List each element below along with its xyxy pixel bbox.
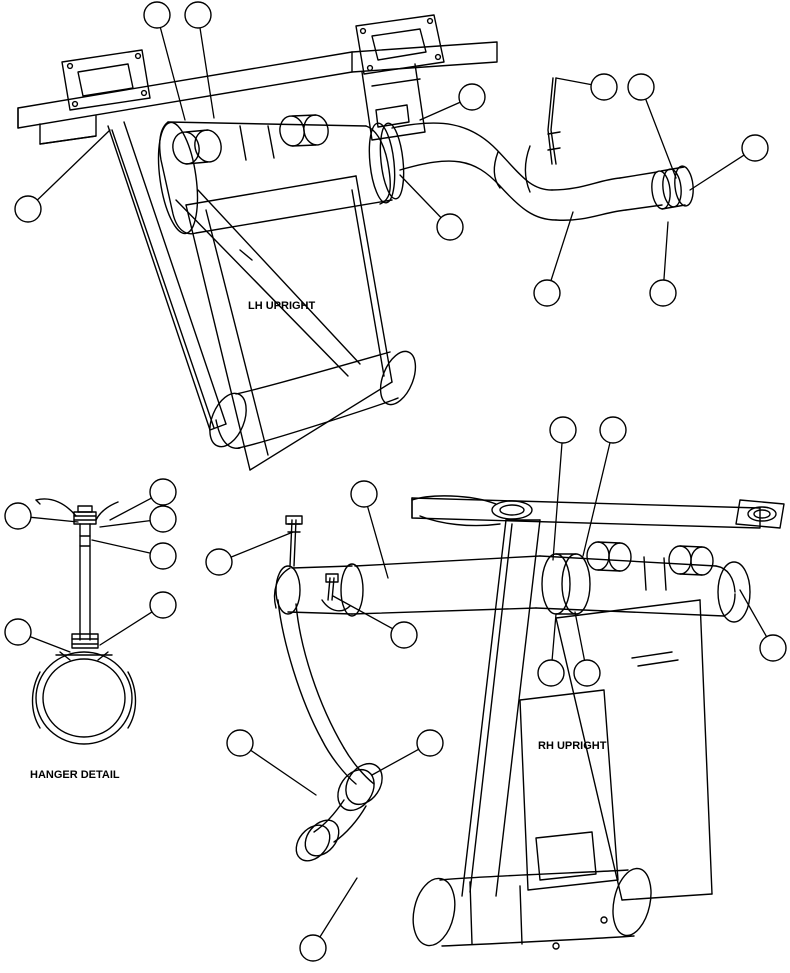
callout-layer xyxy=(5,2,786,961)
callout-balloon xyxy=(420,84,485,120)
rh-upright-assembly xyxy=(275,496,784,950)
callout-circle xyxy=(574,660,600,686)
callout-leader-line xyxy=(37,130,110,200)
callout-leader-line xyxy=(556,78,591,85)
callout-leader-line xyxy=(30,637,70,652)
callout-circle xyxy=(206,549,232,575)
callout-leader-line xyxy=(372,749,419,775)
callout-leader-line xyxy=(664,222,668,280)
callout-circle xyxy=(760,635,786,661)
callout-balloon xyxy=(300,878,357,961)
callout-circle xyxy=(150,479,176,505)
callout-balloon xyxy=(351,481,388,578)
callout-circle xyxy=(600,417,626,443)
callout-leader-line xyxy=(200,28,214,118)
callout-circle xyxy=(417,730,443,756)
callout-circle xyxy=(150,506,176,532)
callout-circle xyxy=(591,74,617,100)
callout-leader-line xyxy=(31,517,78,522)
callout-circle xyxy=(144,2,170,28)
callout-circle xyxy=(391,622,417,648)
callout-circle xyxy=(459,84,485,110)
callout-balloon xyxy=(92,540,176,569)
callout-circle xyxy=(5,503,31,529)
callout-circle xyxy=(550,417,576,443)
callout-balloon xyxy=(690,135,768,190)
callout-balloon xyxy=(5,619,70,652)
callout-leader-line xyxy=(551,212,573,281)
callout-balloon xyxy=(185,2,214,118)
callout-leader-line xyxy=(552,614,556,660)
callout-balloon xyxy=(556,74,617,100)
callout-balloon xyxy=(534,212,573,306)
callout-circle xyxy=(534,280,560,306)
diagram-label-hanger-detail: HANGER DETAIL xyxy=(30,769,120,781)
callout-leader-line xyxy=(320,878,357,937)
callout-circle xyxy=(227,730,253,756)
callout-circle xyxy=(300,935,326,961)
callout-balloon xyxy=(206,532,293,575)
callout-circle xyxy=(5,619,31,645)
callout-balloon xyxy=(100,592,176,645)
callout-leader-line xyxy=(100,521,150,527)
callout-leader-line xyxy=(251,750,316,795)
callout-leader-line xyxy=(575,612,584,660)
callout-leader-line xyxy=(646,99,676,178)
callout-circle xyxy=(150,543,176,569)
callout-balloon xyxy=(333,596,417,648)
callout-leader-line xyxy=(160,28,185,120)
hanger-detail-assembly xyxy=(33,499,136,744)
callout-leader-line xyxy=(231,532,293,557)
callout-balloon xyxy=(15,130,110,222)
callout-balloon xyxy=(583,417,626,556)
diagram-label-rh-upright: RH UPRIGHT xyxy=(538,740,607,752)
callout-circle xyxy=(437,214,463,240)
callout-circle xyxy=(351,481,377,507)
callout-leader-line xyxy=(690,155,744,190)
callout-balloon xyxy=(740,590,786,661)
callout-circle xyxy=(628,74,654,100)
callout-circle xyxy=(538,660,564,686)
callout-leader-line xyxy=(740,590,767,637)
callout-leader-line xyxy=(583,443,610,556)
callout-circle xyxy=(185,2,211,28)
callout-balloon xyxy=(372,730,443,775)
callout-leader-line xyxy=(420,102,460,120)
callout-leader-line xyxy=(100,612,152,645)
callout-balloon xyxy=(227,730,316,795)
callout-balloon xyxy=(550,417,576,560)
callout-balloon xyxy=(574,612,600,686)
callout-circle xyxy=(150,592,176,618)
callout-balloon xyxy=(538,614,564,686)
diagram-label-lh-upright: LH UPRIGHT xyxy=(248,300,316,312)
callout-leader-line xyxy=(110,498,152,520)
callout-balloon xyxy=(650,222,676,306)
callout-circle xyxy=(15,196,41,222)
callout-leader-line xyxy=(368,506,388,578)
callout-balloon xyxy=(400,175,463,240)
callout-circle xyxy=(742,135,768,161)
callout-leader-line xyxy=(92,540,150,553)
callout-balloon xyxy=(144,2,185,120)
callout-leader-line xyxy=(400,175,441,218)
callout-circle xyxy=(650,280,676,306)
callout-balloon xyxy=(628,74,676,178)
